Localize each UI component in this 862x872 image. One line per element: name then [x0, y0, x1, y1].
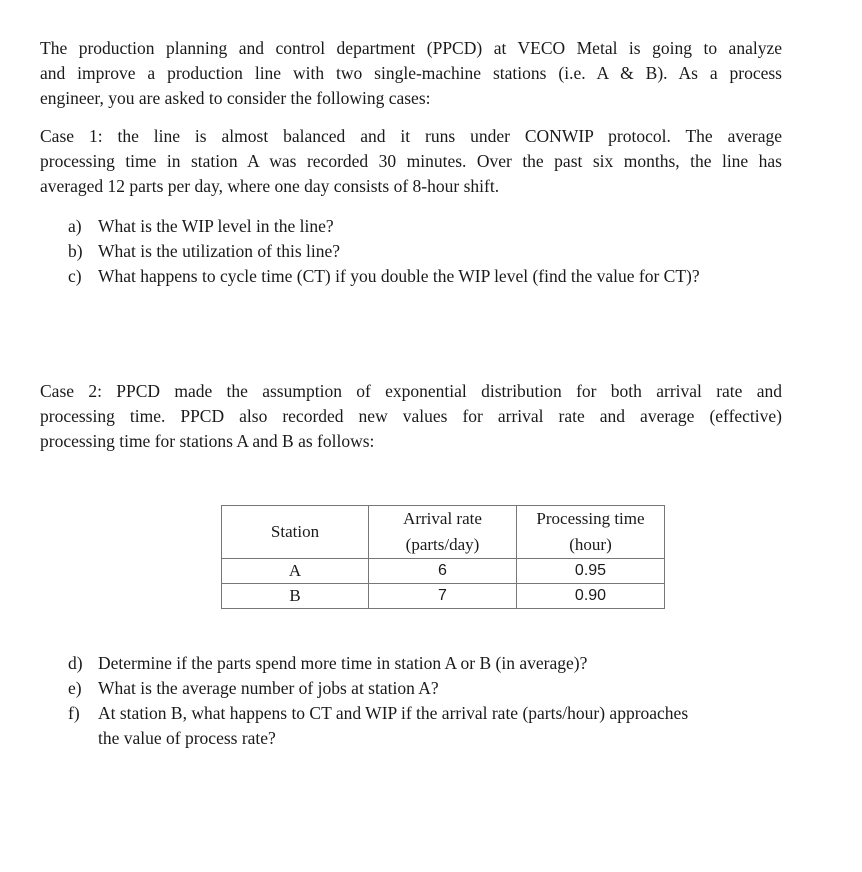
cell-station: B — [222, 584, 369, 609]
station-data-table — [221, 505, 665, 609]
question-text: What is the WIP level in the line? — [98, 216, 334, 236]
case2-line: processing time for stations A and B as follows: — [40, 431, 375, 451]
header-arrival-rate — [369, 506, 517, 559]
case2-line: processing time. PPCD also recorded new values for arrival rate and average (effective) — [40, 406, 782, 426]
question-c — [68, 264, 788, 289]
header-station: Station — [222, 506, 369, 559]
header-processing-line1: Processing time — [536, 509, 645, 528]
cell-arrival: 6 — [369, 559, 517, 584]
case2-line: Case 2: PPCD made the assumption of exponential distribution for both arrival rate and — [40, 381, 782, 401]
question-text: What is the utilization of this line? — [98, 241, 341, 261]
question-letter: a) — [68, 216, 82, 236]
question-letter: b) — [68, 241, 83, 261]
cell-station: A — [222, 559, 369, 584]
question-letter: e) — [68, 678, 82, 698]
question-d — [68, 651, 788, 676]
question-letter: d) — [68, 653, 83, 673]
question-text: What happens to cycle time (CT) if you double the WIP level (find the value for CT)? — [98, 266, 700, 286]
question-text: What is the average number of jobs at station A? — [98, 678, 439, 698]
cell-processing: 0.95 — [517, 559, 665, 584]
question-text: At station B, what happens to CT and WIP if the arrival rate (parts/hour) approaches — [98, 703, 689, 723]
case1-questions — [68, 214, 788, 289]
intro-line: and improve a production line with two single-machine stations (i.e. A & B). As a process — [40, 63, 782, 83]
table-row — [222, 584, 665, 609]
question-b — [68, 239, 788, 264]
cell-processing: 0.90 — [517, 584, 665, 609]
case1-paragraph — [40, 124, 782, 199]
question-a — [68, 214, 788, 239]
intro-line: The production planning and control department (PPCD) at VECO Metal is going to analyze — [40, 38, 782, 58]
question-text: Determine if the parts spend more time in station A or B (in average)? — [98, 653, 588, 673]
table-row — [222, 559, 665, 584]
case1-line: averaged 12 parts per day, where one day consists of 8-hour shift. — [40, 176, 500, 196]
cell-arrival: 7 — [369, 584, 517, 609]
header-processing-time — [517, 506, 665, 559]
question-f — [68, 701, 788, 751]
case2-paragraph — [40, 379, 782, 454]
question-letter: c) — [68, 266, 82, 286]
question-text-continued: the value of process rate? — [98, 728, 276, 748]
header-processing-line2: (hour) — [569, 535, 612, 554]
intro-line: engineer, you are asked to consider the following cases: — [40, 88, 431, 108]
case2-questions — [68, 651, 788, 751]
header-arrival-line1: Arrival rate — [403, 509, 482, 528]
question-e — [68, 676, 788, 701]
table-header-row — [222, 506, 665, 559]
header-arrival-line2: (parts/day) — [405, 535, 480, 554]
intro-paragraph — [40, 36, 782, 111]
case1-line: processing time in station A was recorded 30 minutes. Over the past six months, the line has — [40, 151, 782, 171]
case1-line: Case 1: the line is almost balanced and it runs under CONWIP protocol. The average — [40, 126, 782, 146]
question-letter: f) — [68, 703, 80, 723]
